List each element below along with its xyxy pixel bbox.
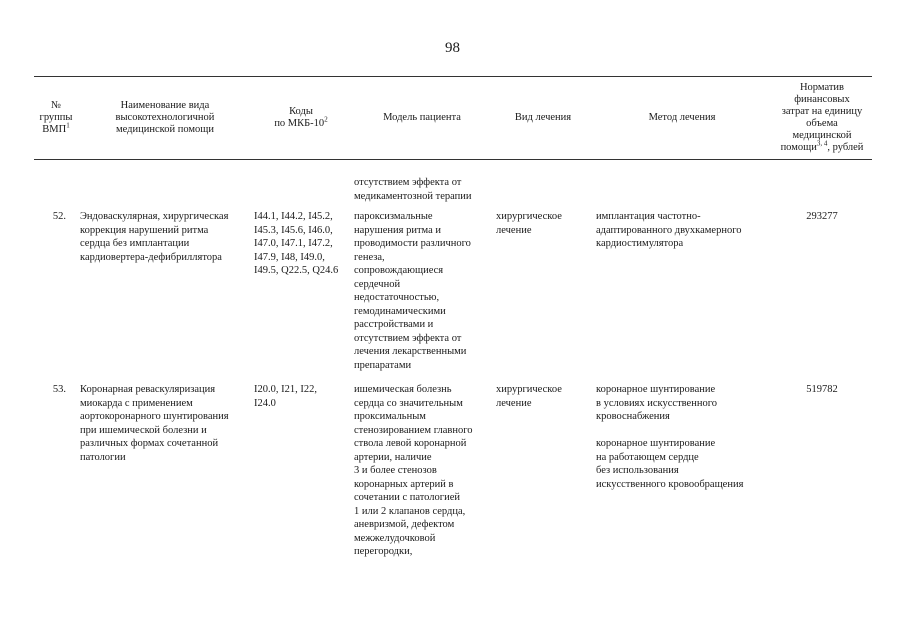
row-treatment-method: имплантация частотно- адаптированного двухкамерного кардиостимулятора: [596, 211, 742, 249]
footnote-mark: 1: [66, 121, 70, 130]
row-care-type: Коронарная реваскуляризация миокарда с применением аортокоронарного шунтирования при ишемической болезни и различных формах сочетанной патологии: [80, 384, 229, 463]
header-group-number: [34, 78, 78, 158]
header-treatment-method: [594, 78, 770, 158]
table-top-rule: [34, 76, 872, 77]
header-care-type-label: Наименование вида высокотехнологичной медицинской помощи: [115, 100, 215, 135]
header-cost: [772, 78, 872, 158]
header-icd-label: Коды по МКБ-10: [274, 106, 325, 129]
row-icd-codes: I20.0, I21, I22, I24.0: [254, 384, 317, 409]
row-number: 53.: [52, 384, 66, 395]
continuation-patient-model: отсутствием эффекта от медикаментозной терапии: [354, 177, 472, 202]
row-cost: 293277: [806, 211, 838, 222]
header-treatment-method-label: Метод лечения: [648, 112, 716, 123]
header-treatment-type: [494, 78, 592, 158]
header-patient-model: [352, 78, 492, 158]
header-treatment-type-label: Вид лечения: [514, 112, 572, 123]
row-icd-codes: I44.1, I44.2, I45.2, I45.3, I45.6, I46.0, I47.0, I47.1, I47.2, I47.9, I48, I49.0, I49.5, Q22.5, Q24.6: [254, 211, 339, 276]
table-header-rule: [34, 159, 872, 160]
row-care-type: Эндоваскулярная, хирургическая коррекция нарушений ритма сердца без имплантации кардиовертера-дефибриллятора: [80, 211, 229, 263]
header-cost-unit: , рублей: [827, 142, 864, 153]
footnote-mark: 3, 4: [816, 139, 828, 148]
row-treatment-method: коронарное шунтирование в условиях искусственного кровоснабжения коронарное шунтирование на работающем сердце без использования искусственного кровообращения: [596, 384, 744, 490]
header-cost-label: Норматив финансовых затрат на единицу объема медицинской помощи: [780, 82, 863, 153]
header-group-number-label: № группы ВМП: [39, 100, 73, 135]
header-icd-codes: [252, 78, 350, 158]
header-patient-model-label: Модель пациента: [383, 112, 461, 123]
row-cost: 519782: [806, 384, 838, 395]
row-treatment-type: хирургическое лечение: [496, 211, 562, 236]
row-number: 52.: [52, 211, 66, 222]
footnote-mark: 2: [324, 115, 328, 124]
header-care-type: [80, 78, 250, 158]
row-patient-model: пароксизмальные нарушения ритма и проводимости различного генеза, сопровождающиеся сердечной недостаточностью, гемодинамическими расстройствами и отсутствием эффекта от лечения лекарственными препаратами: [354, 211, 471, 371]
page-number: 98: [445, 40, 460, 56]
row-treatment-type: хирургическое лечение: [496, 384, 562, 409]
row-patient-model: ишемическая болезнь сердца со значительным проксимальным стенозированием главного ствола левой коронарной артерии, наличие 3 и более стенозов коронарных артерий в сочетании с патологией 1 или 2 клапанов сердца, аневризмой, дефектом межжелудочковой перегородки,: [354, 384, 473, 557]
